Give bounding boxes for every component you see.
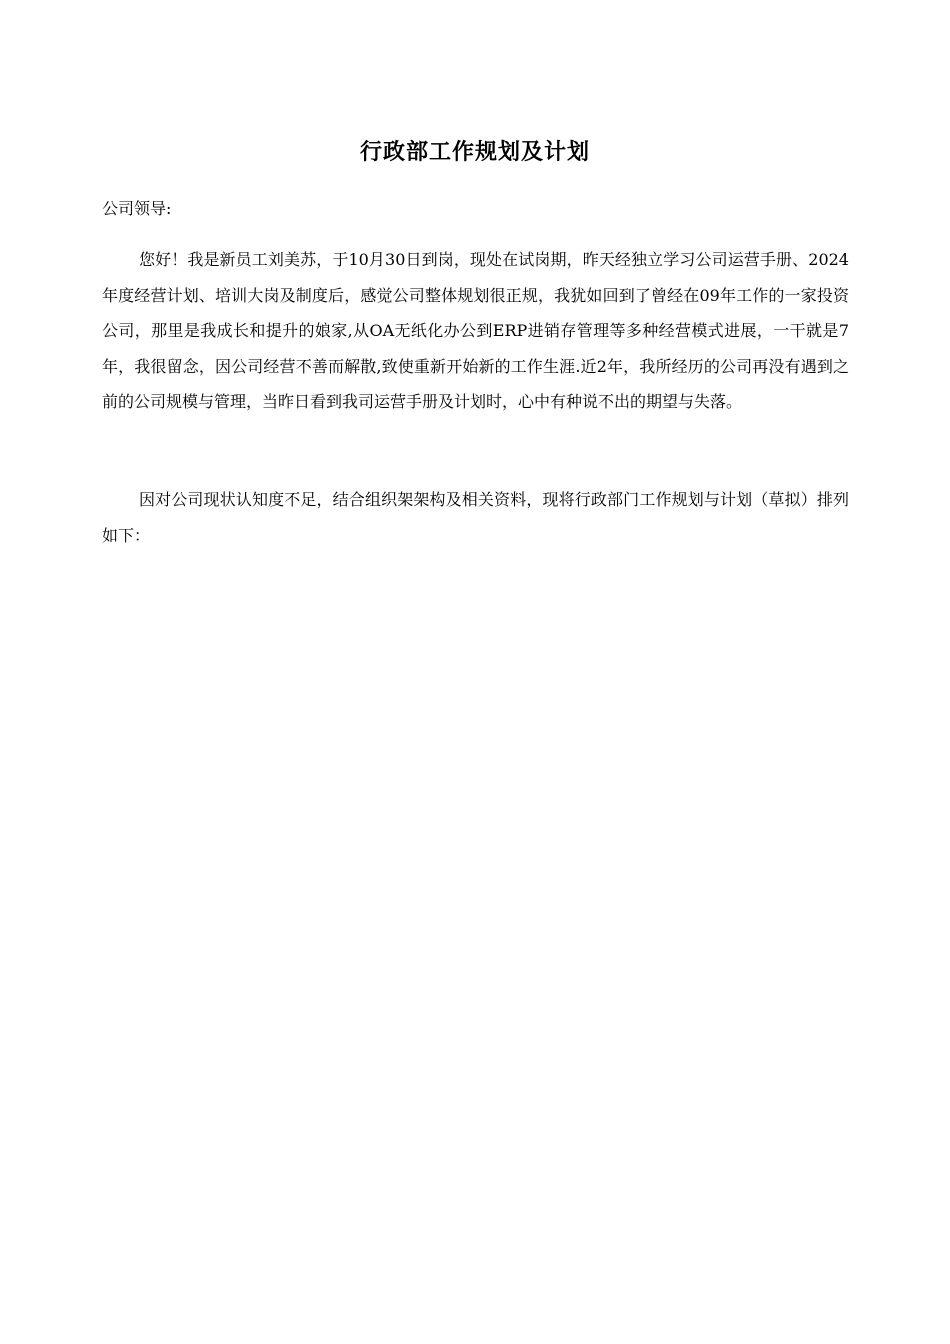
document-title: 行政部工作规划及计划 xyxy=(359,139,590,165)
salutation: 公司领导: xyxy=(102,199,172,218)
body-paragraph-1: 您好！我是新员工刘美苏，于10月30日到岗，现处在试岗期，昨天经独立学习公司运营手册、2024年度经营计划、培训大岗及制度后，感觉公司整体规划很正规，我犹如回到了曾经在09年工作的一家投资公司，那里是我成长和提升的娘家,从OA无纸化办公到ERP进销存管理等多种经营模式进展，一干就是7年，我很留念，因公司经营不善而解散,致使重新开始新的工作生涯.近2年，我所经历的公司再没有遇到之前的公司规模与管理，当昨日看到我司运营手册及计划时，心中有种说不出的期望与失落。 xyxy=(102,250,849,411)
body-paragraph-2: 因对公司现状认知度不足，结合组织架架构及相关资料，现将行政部门工作规划与计划（草拟）排列如下： xyxy=(102,490,849,545)
